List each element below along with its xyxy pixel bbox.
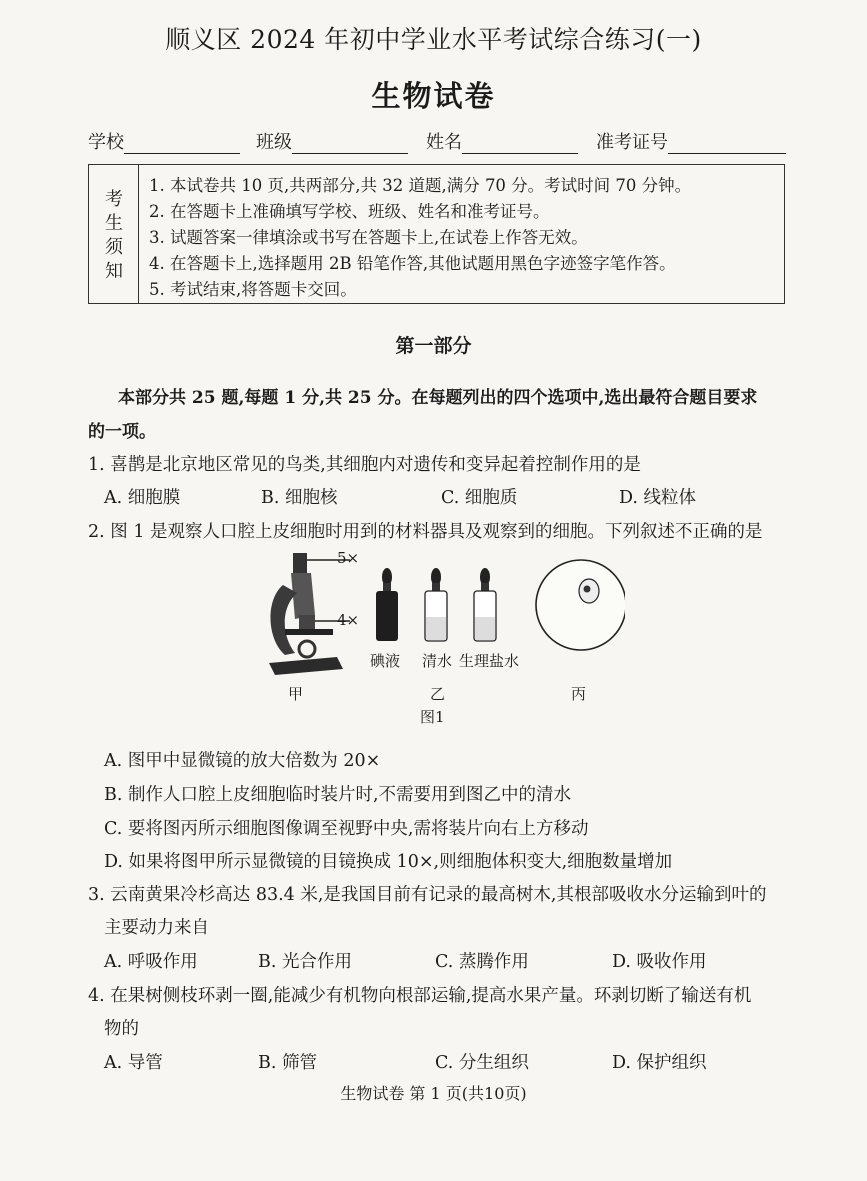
name-field — [426, 128, 578, 154]
class-blank — [292, 135, 408, 154]
dropper-bottle-water — [425, 568, 447, 641]
exam-main-title: 顺义区 2024 年初中学业水平考试综合练习(一) — [165, 25, 702, 54]
panel-label-jia: 甲 — [288, 685, 304, 703]
part-one-intro: 本部分共 25 题,每题 1 分,共 25 分。在每题列出的四个选项中,选出最符合题目要求 — [118, 388, 758, 408]
bottle-label-iodine: 碘液 — [370, 652, 401, 670]
dropper-bottle-iodine — [376, 568, 398, 641]
question-2-option-d: D. 如果将图甲所示显微镜的目镜换成 10×,则细胞体积变大,细胞数量增加 — [104, 852, 673, 872]
notice-item: 4. 在答题卡上,选择题用 2B 铅笔作答,其他试题用黑色字迹签字笔作答。 — [149, 254, 676, 273]
school-blank — [124, 135, 240, 154]
notice-item: 2. 在答题卡上准确填写学校、班级、姓名和准考证号。 — [149, 202, 550, 221]
question-3-option-d: D. 吸收作用 — [612, 952, 707, 972]
student-info-row — [88, 128, 788, 154]
question-1-option-b: B. 细胞核 — [261, 488, 338, 508]
bottle-label-saline: 生理盐水 — [459, 652, 520, 670]
notice-head-char: 考 — [105, 189, 123, 210]
exam-id-field — [596, 128, 786, 154]
exam-id-label: 准考证号 — [596, 132, 668, 153]
notice-item: 5. 考试结束,将答题卡交回。 — [149, 280, 357, 299]
question-1-option-c: C. 细胞质 — [441, 488, 518, 508]
notice-head-char: 须 — [105, 237, 123, 258]
objective-magnification-label: 4× — [337, 611, 360, 629]
name-label: 姓名 — [426, 132, 462, 153]
figure-1-caption: 图1 — [420, 708, 445, 726]
part-one-intro-cont: 的一项。 — [88, 422, 156, 442]
panel-label-bing: 丙 — [571, 685, 587, 703]
eyepiece-magnification-label: 5× — [337, 549, 360, 567]
notice-item: 1. 本试卷共 10 页,共两部分,共 32 道题,满分 70 分。考试时间 70 分钟。 — [149, 176, 692, 195]
question-2-stem: 2. 图 1 是观察人口腔上皮细胞时用到的材料器具及观察到的细胞。下列叙述不正确的是 — [88, 522, 763, 542]
notice-head-char: 生 — [105, 213, 123, 234]
question-1-stem: 1. 喜鹊是北京地区常见的鸟类,其细胞内对遗传和变异起着控制作用的是 — [88, 455, 641, 475]
question-4-stem: 4. 在果树侧枝环剥一圈,能减少有机物向根部运输,提高水果产量。环剥切断了输送有机 — [88, 986, 752, 1006]
question-4-option-d: D. 保护组织 — [612, 1053, 707, 1073]
question-2-option-c: C. 要将图丙所示细胞图像调至视野中央,需将装片向右上方移动 — [104, 819, 589, 839]
question-3-stem: 3. 云南黄果冷杉高达 83.4 米,是我国目前有记录的最高树木,其根部吸收水分运输到叶的 — [88, 885, 767, 905]
question-3-option-a: A. 呼吸作用 — [104, 952, 198, 972]
name-blank — [462, 135, 578, 154]
exam-notice-box — [88, 164, 785, 304]
class-field — [256, 128, 408, 154]
question-2-option-a: A. 图甲中显微镜的放大倍数为 20× — [104, 751, 381, 771]
question-3-option-c: C. 蒸腾作用 — [435, 952, 529, 972]
panel-label-yi: 乙 — [430, 685, 446, 703]
bottle-label-water: 清水 — [422, 652, 453, 670]
school-field — [88, 128, 240, 154]
question-4-option-a: A. 导管 — [104, 1053, 163, 1073]
question-4-option-c: C. 分生组织 — [435, 1053, 529, 1073]
notice-item: 3. 试题答案一律填涂或书写在答题卡上,在试卷上作答无效。 — [149, 228, 588, 247]
question-2-option-b: B. 制作人口腔上皮细胞临时装片时,不需要用到图乙中的清水 — [104, 785, 572, 805]
class-label: 班级 — [256, 132, 292, 153]
question-3-stem-cont: 主要动力来自 — [104, 918, 209, 938]
dropper-bottle-saline — [474, 568, 496, 641]
exam-subject-title: 生物试卷 — [371, 79, 496, 113]
notice-heading — [89, 165, 139, 303]
question-1-option-d: D. 线粒体 — [619, 488, 697, 508]
question-3-option-b: B. 光合作用 — [258, 952, 352, 972]
notice-head-char: 知 — [105, 261, 123, 282]
school-label: 学校 — [88, 132, 124, 153]
microscope-field-of-view — [536, 560, 625, 650]
page-footer: 生物试卷 第 1 页(共10页) — [340, 1084, 527, 1103]
question-4-stem-cont: 物的 — [104, 1019, 139, 1039]
question-4-option-b: B. 筛管 — [258, 1053, 317, 1073]
question-1-option-a: A. 细胞膜 — [104, 488, 181, 508]
exam-id-blank — [668, 135, 786, 154]
part-one-title: 第一部分 — [395, 335, 472, 357]
